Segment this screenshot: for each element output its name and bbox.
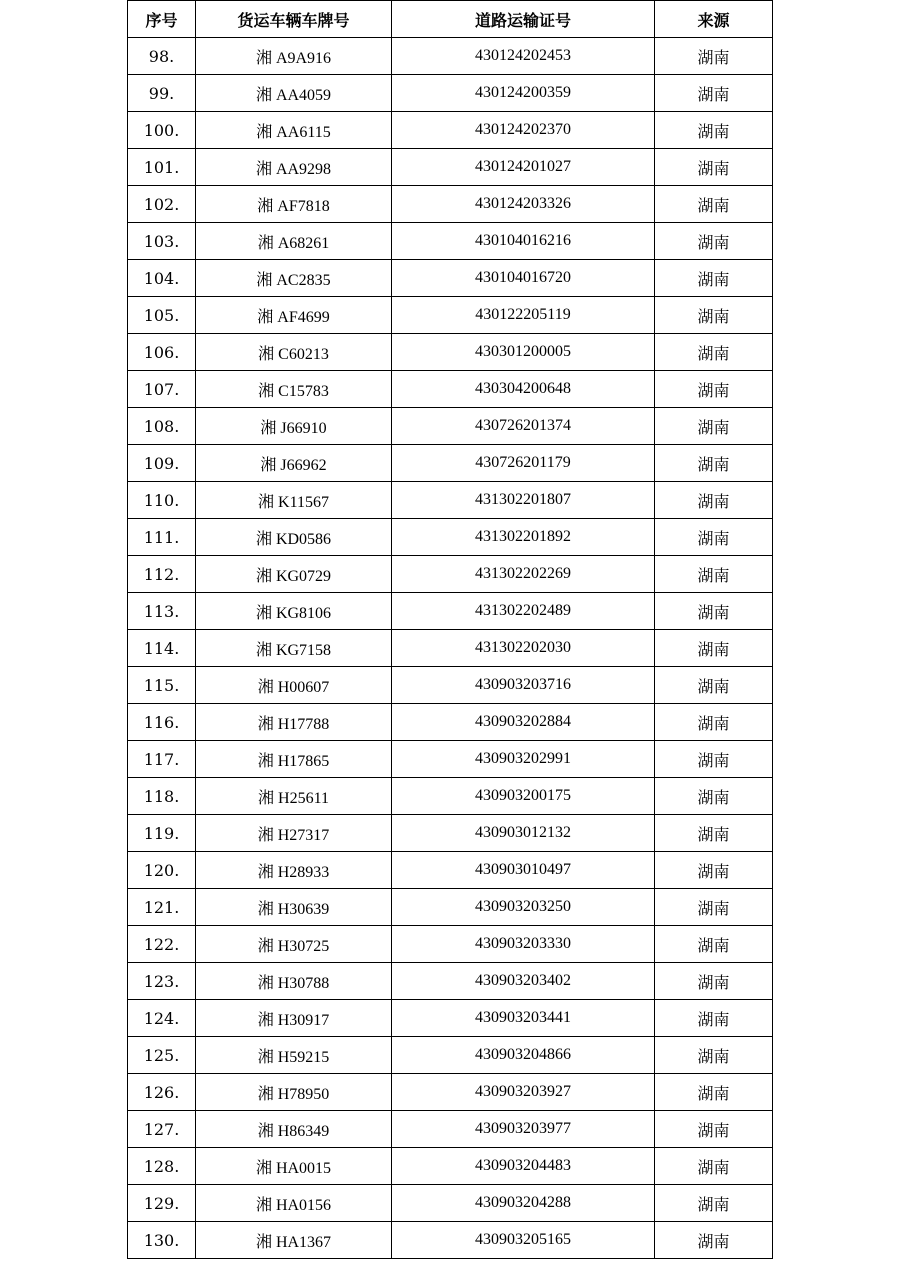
row-index-cell: 101. <box>128 149 196 186</box>
row-plate-cell: 湘 AF4699 <box>196 297 392 334</box>
row-index-cell: 115. <box>128 667 196 704</box>
table-header <box>128 1 773 38</box>
row-source-cell: 湖南 <box>655 630 773 667</box>
header-plate: 货运车辆车牌号 <box>196 1 392 38</box>
row-source-cell: 湖南 <box>655 260 773 297</box>
row-index-cell: 116. <box>128 704 196 741</box>
table-row <box>128 408 773 445</box>
row-plate-cell: 湘 H00607 <box>196 667 392 704</box>
table-row <box>128 704 773 741</box>
row-index-cell: 102. <box>128 186 196 223</box>
row-plate-cell: 湘 H28933 <box>196 852 392 889</box>
table-row <box>128 1148 773 1185</box>
table-row <box>128 1185 773 1222</box>
table-row <box>128 556 773 593</box>
row-source-cell: 湖南 <box>655 1222 773 1259</box>
table-row <box>128 667 773 704</box>
row-index-cell: 107. <box>128 371 196 408</box>
row-source-cell: 湖南 <box>655 926 773 963</box>
row-index-cell: 109. <box>128 445 196 482</box>
table-row <box>128 519 773 556</box>
row-index-cell: 118. <box>128 778 196 815</box>
row-plate-cell: 湘 H17788 <box>196 704 392 741</box>
row-source-cell: 湖南 <box>655 1074 773 1111</box>
row-permit-cell: 430124203326 <box>392 186 655 223</box>
row-source-cell: 湖南 <box>655 38 773 75</box>
row-permit-cell: 430903202884 <box>392 704 655 741</box>
table-row <box>128 889 773 926</box>
row-plate-cell: 湘 AF7818 <box>196 186 392 223</box>
row-plate-cell: 湘 K11567 <box>196 482 392 519</box>
row-permit-cell: 430903203977 <box>392 1111 655 1148</box>
row-permit-cell: 430903203402 <box>392 963 655 1000</box>
table-row <box>128 38 773 75</box>
row-source-cell: 湖南 <box>655 1185 773 1222</box>
row-permit-cell: 430304200648 <box>392 371 655 408</box>
row-plate-cell: 湘 H30725 <box>196 926 392 963</box>
row-source-cell: 湖南 <box>655 519 773 556</box>
row-source-cell: 湖南 <box>655 482 773 519</box>
row-permit-cell: 430726201179 <box>392 445 655 482</box>
row-source-cell: 湖南 <box>655 963 773 1000</box>
table-row <box>128 1000 773 1037</box>
table-row <box>128 297 773 334</box>
row-plate-cell: 湘 AA9298 <box>196 149 392 186</box>
row-source-cell: 湖南 <box>655 445 773 482</box>
table-row <box>128 815 773 852</box>
row-permit-cell: 430903204866 <box>392 1037 655 1074</box>
row-source-cell: 湖南 <box>655 149 773 186</box>
row-index-cell: 113. <box>128 593 196 630</box>
row-plate-cell: 湘 J66910 <box>196 408 392 445</box>
row-permit-cell: 430104016216 <box>392 223 655 260</box>
row-plate-cell: 湘 HA0156 <box>196 1185 392 1222</box>
row-permit-cell: 430124200359 <box>392 75 655 112</box>
row-permit-cell: 430124202453 <box>392 38 655 75</box>
row-permit-cell: 430903203441 <box>392 1000 655 1037</box>
table-row <box>128 778 773 815</box>
row-permit-cell: 430122205119 <box>392 297 655 334</box>
row-plate-cell: 湘 AC2835 <box>196 260 392 297</box>
row-index-cell: 105. <box>128 297 196 334</box>
table-row <box>128 186 773 223</box>
row-plate-cell: 湘 HA0015 <box>196 1148 392 1185</box>
vehicle-permit-table <box>127 0 773 1259</box>
row-source-cell: 湖南 <box>655 815 773 852</box>
table-row <box>128 223 773 260</box>
row-permit-cell: 430124202370 <box>392 112 655 149</box>
row-plate-cell: 湘 A68261 <box>196 223 392 260</box>
row-plate-cell: 湘 KG8106 <box>196 593 392 630</box>
row-index-cell: 127. <box>128 1111 196 1148</box>
row-permit-cell: 430903010497 <box>392 852 655 889</box>
row-source-cell: 湖南 <box>655 741 773 778</box>
row-plate-cell: 湘 H30788 <box>196 963 392 1000</box>
table-row <box>128 593 773 630</box>
row-source-cell: 湖南 <box>655 778 773 815</box>
row-plate-cell: 湘 KG7158 <box>196 630 392 667</box>
table-row <box>128 112 773 149</box>
row-source-cell: 湖南 <box>655 704 773 741</box>
row-permit-cell: 430903012132 <box>392 815 655 852</box>
table-row <box>128 75 773 112</box>
table-row <box>128 963 773 1000</box>
row-source-cell: 湖南 <box>655 408 773 445</box>
row-plate-cell: 湘 AA4059 <box>196 75 392 112</box>
table-row <box>128 630 773 667</box>
row-permit-cell: 430903203716 <box>392 667 655 704</box>
row-plate-cell: 湘 KD0586 <box>196 519 392 556</box>
row-permit-cell: 430301200005 <box>392 334 655 371</box>
row-plate-cell: 湘 H86349 <box>196 1111 392 1148</box>
row-plate-cell: 湘 C15783 <box>196 371 392 408</box>
table-row <box>128 1074 773 1111</box>
table-row <box>128 1222 773 1259</box>
table-row <box>128 741 773 778</box>
row-permit-cell: 431302201892 <box>392 519 655 556</box>
row-index-cell: 124. <box>128 1000 196 1037</box>
row-permit-cell: 430903204288 <box>392 1185 655 1222</box>
header-index: 序号 <box>128 1 196 38</box>
row-index-cell: 99. <box>128 75 196 112</box>
row-plate-cell: 湘 J66962 <box>196 445 392 482</box>
table-row <box>128 260 773 297</box>
table-row <box>128 371 773 408</box>
row-plate-cell: 湘 AA6115 <box>196 112 392 149</box>
row-source-cell: 湖南 <box>655 667 773 704</box>
row-index-cell: 103. <box>128 223 196 260</box>
row-index-cell: 125. <box>128 1037 196 1074</box>
row-index-cell: 110. <box>128 482 196 519</box>
row-source-cell: 湖南 <box>655 889 773 926</box>
row-source-cell: 湖南 <box>655 1000 773 1037</box>
row-permit-cell: 430104016720 <box>392 260 655 297</box>
row-plate-cell: 湘 H59215 <box>196 1037 392 1074</box>
row-index-cell: 117. <box>128 741 196 778</box>
row-index-cell: 114. <box>128 630 196 667</box>
row-plate-cell: 湘 H30917 <box>196 1000 392 1037</box>
row-plate-cell: 湘 H27317 <box>196 815 392 852</box>
row-source-cell: 湖南 <box>655 556 773 593</box>
table-row <box>128 926 773 963</box>
row-source-cell: 湖南 <box>655 186 773 223</box>
header-source: 来源 <box>655 1 773 38</box>
table-row <box>128 445 773 482</box>
table-body <box>128 38 773 1259</box>
row-source-cell: 湖南 <box>655 852 773 889</box>
row-index-cell: 108. <box>128 408 196 445</box>
row-index-cell: 122. <box>128 926 196 963</box>
row-index-cell: 98. <box>128 38 196 75</box>
row-source-cell: 湖南 <box>655 112 773 149</box>
table-row <box>128 482 773 519</box>
row-plate-cell: 湘 KG0729 <box>196 556 392 593</box>
row-plate-cell: 湘 H78950 <box>196 1074 392 1111</box>
row-index-cell: 128. <box>128 1148 196 1185</box>
row-permit-cell: 430903205165 <box>392 1222 655 1259</box>
row-permit-cell: 430903204483 <box>392 1148 655 1185</box>
row-index-cell: 120. <box>128 852 196 889</box>
row-permit-cell: 430903203330 <box>392 926 655 963</box>
row-index-cell: 123. <box>128 963 196 1000</box>
row-source-cell: 湖南 <box>655 593 773 630</box>
row-index-cell: 111. <box>128 519 196 556</box>
row-permit-cell: 430903202991 <box>392 741 655 778</box>
row-plate-cell: 湘 A9A916 <box>196 38 392 75</box>
row-permit-cell: 430903200175 <box>392 778 655 815</box>
row-source-cell: 湖南 <box>655 1037 773 1074</box>
row-source-cell: 湖南 <box>655 223 773 260</box>
row-source-cell: 湖南 <box>655 371 773 408</box>
row-index-cell: 130. <box>128 1222 196 1259</box>
row-source-cell: 湖南 <box>655 334 773 371</box>
header-permit: 道路运输证号 <box>392 1 655 38</box>
row-source-cell: 湖南 <box>655 75 773 112</box>
row-permit-cell: 430903203250 <box>392 889 655 926</box>
row-index-cell: 119. <box>128 815 196 852</box>
table-row <box>128 1111 773 1148</box>
row-index-cell: 121. <box>128 889 196 926</box>
table-row <box>128 852 773 889</box>
row-permit-cell: 431302202030 <box>392 630 655 667</box>
row-plate-cell: 湘 H25611 <box>196 778 392 815</box>
header-row <box>128 1 773 38</box>
row-permit-cell: 431302202269 <box>392 556 655 593</box>
row-permit-cell: 431302201807 <box>392 482 655 519</box>
row-permit-cell: 430124201027 <box>392 149 655 186</box>
row-index-cell: 129. <box>128 1185 196 1222</box>
row-index-cell: 112. <box>128 556 196 593</box>
row-index-cell: 100. <box>128 112 196 149</box>
table-row <box>128 1037 773 1074</box>
row-source-cell: 湖南 <box>655 297 773 334</box>
row-plate-cell: 湘 HA1367 <box>196 1222 392 1259</box>
row-source-cell: 湖南 <box>655 1148 773 1185</box>
row-plate-cell: 湘 H30639 <box>196 889 392 926</box>
row-plate-cell: 湘 H17865 <box>196 741 392 778</box>
table-row <box>128 149 773 186</box>
row-permit-cell: 430726201374 <box>392 408 655 445</box>
table-row <box>128 334 773 371</box>
row-index-cell: 126. <box>128 1074 196 1111</box>
row-plate-cell: 湘 C60213 <box>196 334 392 371</box>
row-source-cell: 湖南 <box>655 1111 773 1148</box>
row-permit-cell: 430903203927 <box>392 1074 655 1111</box>
row-index-cell: 106. <box>128 334 196 371</box>
row-index-cell: 104. <box>128 260 196 297</box>
row-permit-cell: 431302202489 <box>392 593 655 630</box>
